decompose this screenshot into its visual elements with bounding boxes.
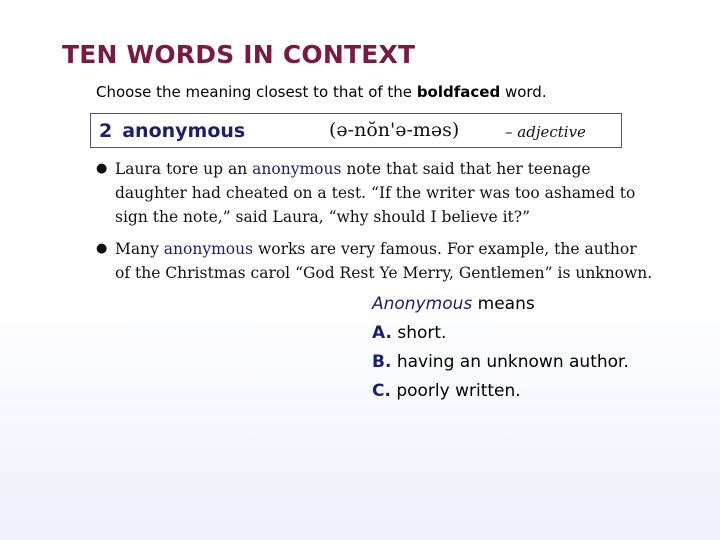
bullet-icon: ● (96, 241, 108, 256)
word-term: anonymous (122, 120, 246, 142)
question-prompt-rest: means (472, 294, 535, 314)
sentence-text (115, 157, 656, 229)
sentence-before: Laura tore up an (115, 160, 253, 178)
word-number: 2 (99, 120, 113, 142)
vocabulary-word-box (90, 113, 622, 148)
multiple-choice-question (372, 290, 629, 406)
option-text: short. (391, 323, 447, 343)
bullet-icon: ● (96, 161, 108, 176)
word-part-of-speech: – adjective (505, 123, 586, 141)
sentence-after: works are very famous. For example, the author of the Christmas carol “God Rest Ye Merry, Gentlemen” is unknown. (115, 240, 653, 282)
word-pronunciation: (ə-nŏn'ə-məs) (329, 119, 460, 141)
context-sentence-1 (96, 157, 656, 229)
instruction-text (96, 83, 547, 101)
word-heading (99, 120, 245, 142)
answer-option-b[interactable] (372, 348, 629, 377)
answer-option-c[interactable] (372, 377, 629, 406)
option-text: having an unknown author. (391, 352, 629, 372)
instruction-before: Choose the meaning closest to that of the (96, 83, 417, 101)
instruction-after: word. (500, 83, 547, 101)
answer-option-a[interactable] (372, 319, 629, 348)
option-letter: B. (372, 352, 392, 372)
sentence-highlight-word: anonymous (163, 240, 254, 258)
option-text: poorly written. (390, 381, 521, 401)
sentence-highlight-word: anonymous (252, 160, 342, 178)
sentence-before: Many (115, 240, 164, 258)
page-title: TEN WORDS IN CONTEXT (62, 40, 416, 69)
question-prompt-word: Anonymous (372, 294, 473, 314)
instruction-bold: boldfaced (416, 83, 501, 101)
option-letter: A. (372, 323, 392, 343)
context-sentence-2 (96, 237, 656, 285)
question-prompt (372, 290, 629, 319)
sentence-text (115, 237, 656, 285)
sentence-after: note that said that her teenage daughter had cheated on a test. “If the writer was too ashamed to sign the note,” said Laura, “why should I believe it?” (115, 160, 636, 226)
option-letter: C. (372, 381, 391, 401)
